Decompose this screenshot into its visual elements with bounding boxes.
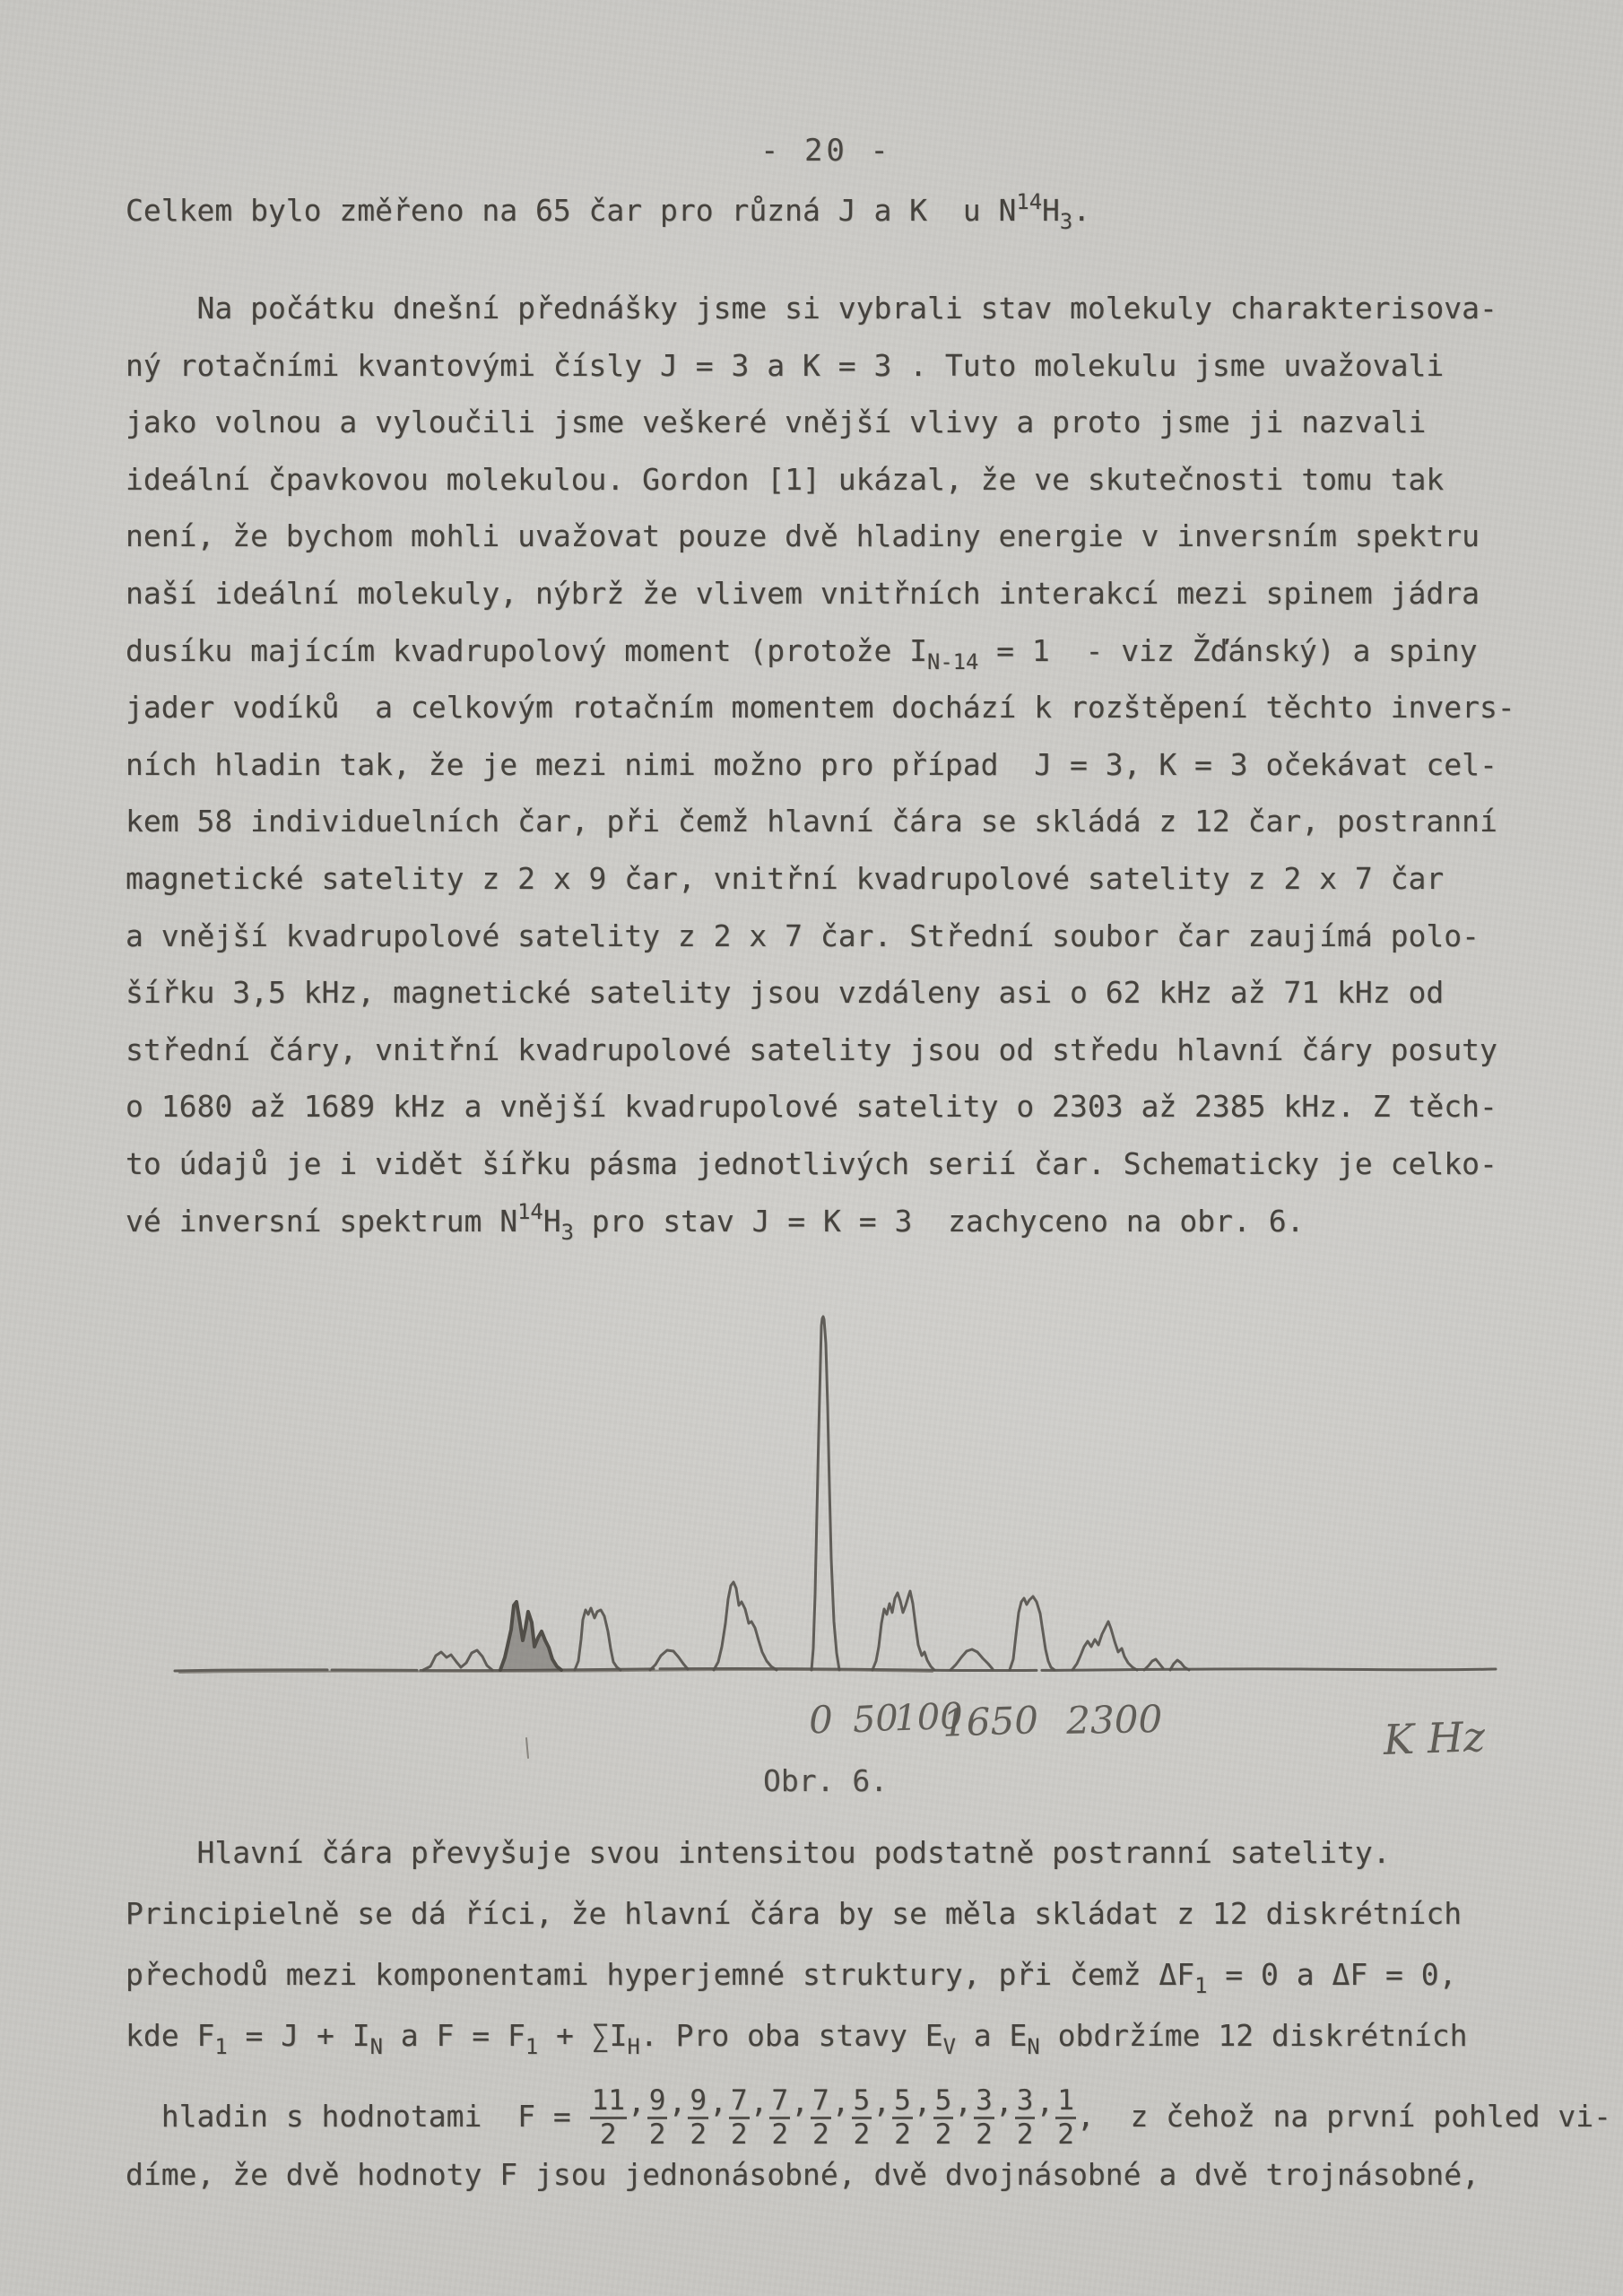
fraction: $\frac{7}{2}$ [771,2084,789,2151]
fraction-comma: , [668,2084,687,2119]
fraction: $\frac{5}{2}$ [853,2084,871,2151]
page-number: - 20 - [760,133,892,169]
body-paragraph-2 [126,1822,1578,2066]
text-line: střední čáry, vnitřní kvadrupolové satelity jsou od středu hlavní čáry posuty [126,1031,1497,1067]
spectrum-peak [1072,1622,1137,1670]
spectrum-peak [714,1582,777,1670]
text-line: o 1680 až 1689 kHz a vnější kvadrupolové satelity o 2303 až 2385 kHz. Z těch- [126,1089,1497,1125]
stray-pencil-mark [526,1738,528,1758]
x-tick-label-100: 100 [893,1695,964,1740]
axis-unit-label: K Hz [1382,1712,1487,1764]
fraction: $\frac{3}{2}$ [1016,2084,1034,2151]
fraction-comma: , [791,2084,809,2119]
spectrum-peak [575,1608,621,1670]
formula-line [126,2052,1611,2151]
text-line: a vnější kvadrupolové satelity z 2 x 7 čar. Střední soubor čar zaujímá polo- [126,918,1480,953]
spectrum-peak [650,1650,688,1670]
text-line: ních hladin tak, že je mezi nimi možno pro případ J = 3, K = 3 očekávat cel- [126,746,1497,782]
fraction-list [589,2084,1077,2151]
text-line: Hlavní čára převyšuje svou intensitou podstatně postranní satelity. [126,1835,1391,1870]
closing-line-block [126,2154,1578,2196]
spectrum-peak [500,1602,561,1670]
text-line: ideální čpavkovou molekulou. Gordon [1] ukázal, že ve skutečnosti tomu tak [126,461,1445,497]
text-line: ný rotačními kvantovými čísly J = 3 a K = 3 . Tuto molekulu jsme uvažovali [126,347,1445,383]
text-line: kem 58 individuelních čar, při čemž hlavní čára se skládá z 12 čar, postranní [126,804,1497,839]
fraction-comma: , [1036,2084,1055,2119]
fraction: $\frac{1}{2}$ [1057,2084,1074,2151]
fraction: $\frac{9}{2}$ [690,2084,707,2151]
text-line: jader vodíků a celkovým rotačním momentem dochází k rozštěpení těchto invers- [126,690,1515,726]
intro-paragraph [126,188,1578,235]
fraction-comma: , [872,2084,891,2119]
fraction: $\frac{5}{2}$ [894,2084,911,2151]
spectrum-figure [0,1290,1623,1774]
text-line: dusíku majícím kvadrupolový moment (protože $I_{N-14} = 1$ - viz Žďánský) a spiny [126,632,1478,674]
fraction-comma: , [994,2084,1013,2119]
spectrum-main-line [812,1317,839,1670]
fraction-comma: , [709,2084,727,2119]
fraction-comma: , [954,2084,973,2119]
formula-suffix: , z čehož na první pohled vi- [1076,2099,1611,2134]
x-tick-label-50: 50 [851,1697,899,1742]
text-line: Na počátku dnešní přednášky jsme si vybrali stav molekuly charakterisova- [126,291,1497,326]
text-line: naší ideální molekuly, nýbrž že vlivem vnitřních interakcí mezi spinem jádra [126,575,1480,611]
fraction-comma: , [913,2084,932,2119]
fraction: $\frac{5}{2}$ [934,2084,952,2151]
text-line: to údajů je i vidět šířku pásma jednotlivých serií čar. Schematicky je celko- [126,1145,1497,1181]
x-tick-label-1650: 1650 [942,1698,1039,1745]
text-line: kde $F_1 = J + I_N$ a $F = F_1 + \sum I_H$. Pro oba stavy $E_V$ a $E_N$ obdržíme 12 diskrétních [126,2018,1468,2060]
text-line: jako volnou a vyloučili jsme veškeré vnější vlivy a proto jsme ji nazvali [126,404,1427,440]
body-paragraph-1 [126,280,1578,1249]
fraction: $\frac{11}{2}$ [591,2084,625,2151]
text-line: přechodů mezi komponentami hyperjemné struktury, při čemž $\Delta F_1 = 0$ a ΔF = 0, [126,1957,1457,1999]
fraction: $\frac{7}{2}$ [730,2084,748,2151]
fraction: $\frac{3}{2}$ [976,2084,993,2151]
formula-prefix: hladin s hodnotami F = [161,2099,589,2134]
text-line: vé inversní spektrum $N^{14}H_3$ pro stav J = K = 3 zachyceno na obr. 6. [126,1199,1305,1245]
spectrum-peak [872,1591,934,1670]
fraction-comma: , [750,2084,768,2119]
text-line: Principielně se dá říci, že hlavní čára by se měla skládat z 12 diskrétních [126,1896,1462,1931]
fraction: $\frac{9}{2}$ [648,2084,666,2151]
spectrum-peak [1010,1596,1055,1670]
x-tick-label-0: 0 [808,1697,834,1743]
spectrum-peak [423,1650,492,1670]
text-line: Celkem bylo změřeno na 65 čar pro různá J a K u $N^{14}H_3$. [126,188,1091,235]
figure-caption: Obr. 6. [763,1763,889,1798]
fraction-comma: , [627,2084,646,2119]
text-line: díme, že dvě hodnoty F jsou jednonásobné, dvě dvojnásobné a dvě trojnásobné, [126,2157,1480,2192]
text-line: magnetické satelity z 2 x 9 čar, vnitřní kvadrupolové satelity z 2 x 7 čar [126,860,1445,896]
fraction: $\frac{7}{2}$ [812,2084,829,2151]
fraction-comma: , [831,2084,850,2119]
text-line: šířku 3,5 kHz, magnetické satelity jsou vzdáleny asi o 62 kHz až 71 kHz od [126,975,1445,1011]
spectrum-peak [950,1649,993,1670]
x-tick-label-2300: 2300 [1065,1697,1163,1743]
text-line: není, že bychom mohli uvažovat pouze dvě hladiny energie v inversním spektru [126,518,1480,554]
